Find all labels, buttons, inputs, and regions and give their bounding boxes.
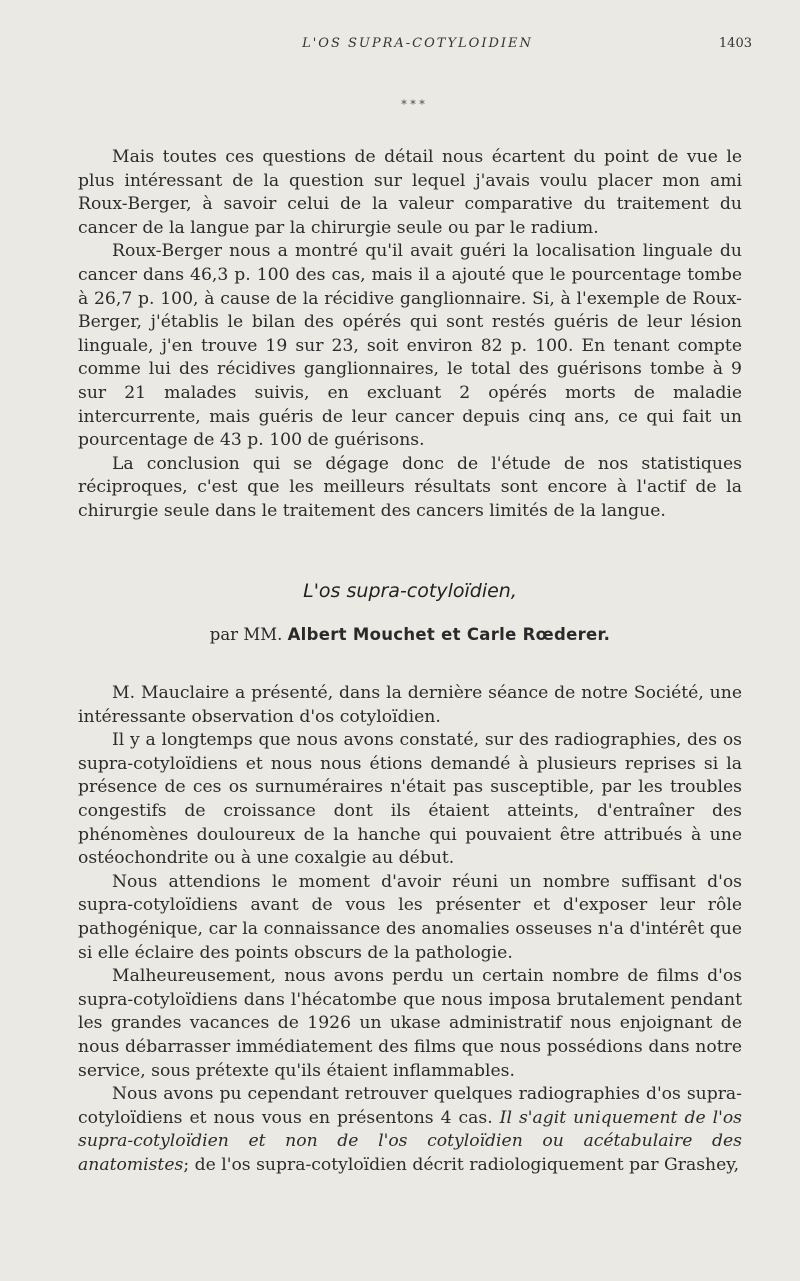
article-byline xyxy=(78,625,742,644)
byline-authors: Albert Mouchet et Carle Rœderer. xyxy=(287,625,611,644)
page-number: 1403 xyxy=(718,36,752,51)
paragraph: Malheureusement, nous avons perdu un certain nombre de films d'os supra-cotyloïdiens dans l'hécatombe que nous imposa brutalement pendant les grandes vacances de 1926 un ukase administratif nous enjoignant de nous débarrasser immédiatement des films que nous possédions dans notre service, sous prétexte qu'ils étaient inflammables. xyxy=(78,966,742,1081)
italic-text-run: Il s'agit uniquement de l'os supra-cotyloïdien et non de l'os cotyloïdien ou acétabulaire des anatomistes xyxy=(78,1107,742,1175)
paragraph-last xyxy=(78,1083,742,1177)
article-title: L'os supra-cotyloïdien, xyxy=(303,580,517,602)
running-title: L'OS SUPRA-COTYLOIDIEN xyxy=(302,36,533,51)
paragraph: La conclusion qui se dégage donc de l'étude de nos statistiques réciproques, c'est que les meilleurs résultats sont encore à l'actif de la chirurgie seule dans le traitement des cancers limités de la langue. xyxy=(78,453,742,521)
section-separator: * * * xyxy=(401,98,425,111)
prior-discussion-text xyxy=(78,146,742,524)
paragraph: Roux-Berger nous a montré qu'il avait guéri la localisation linguale du cancer dans 46,3 p. 100 des cas, mais il a ajouté que le pourcentage tombe à 26,7 p. 100, à cause de la récidive ganglionnaire. Si, à l'exemple de Roux-Berger, j'établis le bilan des opérés qui sont restés guéris de leur lésion linguale, j'en trouve 19 sur 23, soit environ 82 p. 100. En tenant compte comme lui des récidives ganglionnaires, le total des guérisons tombe à 9 sur 21 malades suivis, en excluant 2 opérés morts de maladie intercurrente, mais guéris de leur cancer depuis cinq ans, ce qui fait un pourcentage de 43 p. 100 de guérisons. xyxy=(78,241,742,451)
paragraph: Nous attendions le moment d'avoir réuni un nombre suffisant d'os supra-cotyloïdiens avant de vous les présenter et d'exposer leur rôle pathogénique, car la connaissance des anomalies osseuses n'a d'intérêt que si elle éclaire des points obscurs de la pathologie. xyxy=(78,871,742,963)
paragraph: M. Mauclaire a présenté, dans la dernière séance de notre Société, une intéressante observation d'os cotyloïdien. xyxy=(78,683,742,727)
paragraph: Mais toutes ces questions de détail nous écartent du point de vue le plus intéressant de la question sur lequel j'avais voulu placer mon ami Roux-Berger, à savoir celui de la valeur comparative du traitement du cancer de la langue par la chirurgie seule ou par le radium. xyxy=(78,147,742,238)
text-run: Nous avons pu cependant retrouver quelques radiographies d'os supra-cotyloïdiens et nous vous en présentons 4 cas. xyxy=(78,1084,742,1128)
text-run: ; de l'os supra-cotyloïdien décrit radiologiquement par Grashey, xyxy=(183,1154,740,1175)
paragraph: Il y a longtemps que nous avons constaté, sur des radiographies, des os supra-cotyloïdiens et nous nous étions demandé à plusieurs reprises si la présence de ces os surnuméraires n'était pas susceptible, par les troubles congestifs de croissance dont ils étaient atteints, d'entraîner des phénomènes douloureux de la hanche qui pouvaient être attribués à une ostéochondrite ou à une coxalgie au début. xyxy=(78,730,742,869)
byline-prefix: par MM. xyxy=(209,625,283,644)
article-body xyxy=(78,682,742,1177)
